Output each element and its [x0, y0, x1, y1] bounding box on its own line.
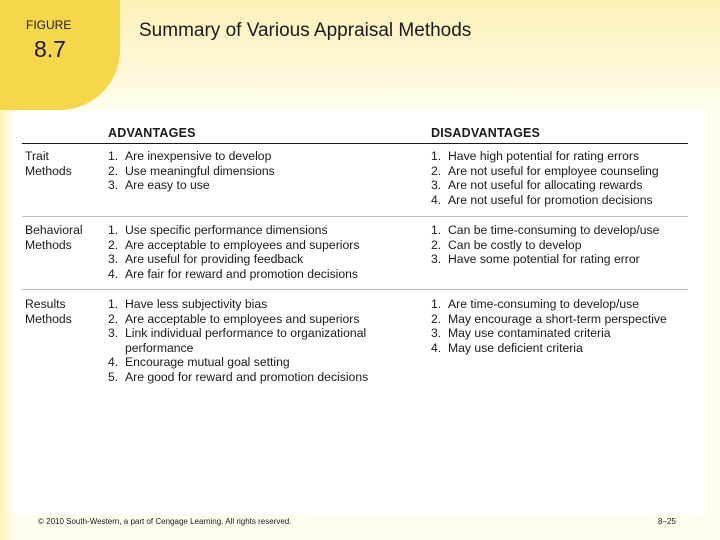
row-divider — [22, 216, 688, 217]
list-item: 3. Link individual performance to organizational performance — [108, 326, 367, 355]
list-item: 1. Have less subjectivity bias — [108, 297, 268, 311]
behavioral-disadvantages-list — [431, 223, 701, 267]
list-item: 1. Are inexpensive to develop — [108, 149, 272, 163]
list-item: 4. Are not useful for promotion decisions — [431, 192, 653, 207]
list-item: 3. Have some potential for rating error — [431, 252, 640, 267]
list-item: 2. Are acceptable to employees and superiors — [108, 237, 360, 252]
list-item: 4. Are fair for reward and promotion decisions — [108, 266, 359, 281]
list-item: 1. Use specific performance dimensions — [108, 223, 328, 237]
list-item: 2. Are not useful for employee counseling — [431, 163, 659, 178]
list-item: 3. Are useful for providing feedback — [108, 252, 304, 267]
behavioral-advantages-list — [108, 223, 408, 281]
method-name: Results Methods — [25, 297, 72, 326]
list-item: 5. Are good for reward and promotion decisions — [108, 369, 369, 384]
figure-label: FIGURE — [26, 18, 72, 32]
advantages-header: ADVANTAGES — [108, 126, 196, 140]
list-item: 2. Use meaningful dimensions — [108, 163, 275, 178]
row-divider — [22, 289, 688, 290]
trait-disadvantages-list — [431, 149, 701, 207]
method-name: Behavioral Methods — [25, 223, 83, 252]
method-label-trait — [25, 149, 72, 178]
copyright-notice: © 2010 South-Western, a part of Cengage Learning. All rights reserved. — [38, 517, 292, 526]
list-item: 1. Are time-consuming to develop/use — [431, 297, 640, 311]
method-label-behavioral — [25, 223, 83, 252]
results-advantages-list — [108, 297, 408, 385]
trait-advantages-list — [108, 149, 408, 193]
list-item: 2. Can be costly to develop — [431, 237, 582, 252]
list-item: 2. Are acceptable to employees and superiors — [108, 311, 360, 326]
header-rule — [22, 143, 688, 144]
figure-number: 8.7 — [34, 36, 66, 62]
list-item: 3. Are easy to use — [108, 178, 210, 193]
slide-title: Summary of Various Appraisal Methods — [139, 20, 472, 41]
method-name: Trait Methods — [25, 149, 72, 178]
list-item: 2. May encourage a short-term perspective — [431, 311, 667, 326]
page-number: 8–25 — [658, 517, 676, 526]
list-item: 1. Have high potential for rating errors — [431, 149, 640, 163]
list-item: 4. May use deficient criteria — [431, 340, 583, 355]
disadvantages-header: DISADVANTAGES — [431, 126, 541, 140]
list-item: 1. Can be time-consuming to develop/use — [431, 223, 660, 237]
method-label-results — [25, 297, 72, 326]
list-item: 4. Encourage mutual goal setting — [108, 355, 290, 370]
list-item: 3. May use contaminated criteria — [431, 326, 611, 341]
list-item: 3. Are not useful for allocating rewards — [431, 178, 643, 193]
results-disadvantages-list — [431, 297, 701, 355]
